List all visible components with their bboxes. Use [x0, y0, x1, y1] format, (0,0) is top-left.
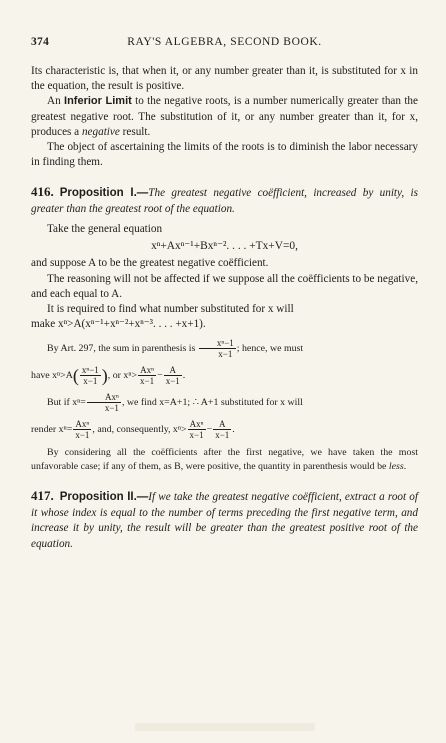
section-417-statement: If we take the greatest negative coëfficient, extract a root of it whose index is equal to the number of terms preceding the first negative term, and increase it by unity, the result will be greater than the greatest positive root of the equation. [31, 491, 419, 550]
fraction: $\frac{\text{Axⁿ}}{x-1}$ [189, 419, 204, 441]
page-number: 374 [31, 36, 50, 48]
section-417 [31, 488, 418, 552]
general-equation: xⁿ+Axⁿ⁻¹+Bxⁿ⁻². . . . +Tx+V=0, [151, 240, 298, 253]
page-header [31, 36, 418, 50]
but-line: But if xⁿ= $\frac{\text{Axⁿ}}{x-1}$ , we find x=A+1; ∴ A+1 substituted for x will [47, 392, 303, 414]
faded-bleed-through-text [135, 723, 315, 731]
suppose-text: and suppose A to be the greatest negative coëfficient. [31, 257, 269, 270]
required-text-line2: make xⁿ>A(xⁿ⁻¹+xⁿ⁻²+xⁿ⁻³. . . . +x+1). [31, 318, 206, 331]
term-inferior-limit: Inferior Limit [64, 95, 132, 108]
section-416-statement: The greatest negative coëfficient, increased by unity, is greater than the greatest root of the equation. [31, 187, 418, 215]
by-art-line: By Art. 297, the sum in parenthesis is $\frac{\text{xⁿ−1}}{x-1}$ ; hence, we must [47, 338, 304, 360]
paragraph-superior-limit: Its characteristic is, that when it, or any number greater than it, is substituted for x in the equation, the result is positive. [31, 65, 418, 93]
fraction: $\frac{\text{Axⁿ}}{x-1}$ [75, 419, 90, 441]
running-title: RAY'S ALGEBRA, SECOND BOOK. [127, 36, 322, 48]
have-line: have xⁿ>A( $\frac{\text{xⁿ−1}}{x-1}$ ), or xⁿ> $\frac{\text{Axⁿ}}{x-1}$ − $\frac{A}{x-1}$ . [31, 365, 186, 387]
page-body [31, 64, 418, 552]
fraction: $\frac{\text{Axⁿ}}{x-1}$ [140, 365, 155, 387]
take-equation-text: Take the general equation [47, 223, 163, 236]
section-416-title: Proposition I.— [59, 187, 149, 200]
section-417-title: Proposition II.— [59, 491, 149, 504]
required-text-line1: It is required to find what number substituted for x will [47, 303, 294, 316]
section-416-number: 416. [31, 184, 54, 200]
fraction: $\frac{\text{Axⁿ}}{x-1}$ [87, 392, 121, 413]
section-416 [31, 184, 418, 217]
fraction: $\frac{A}{x-1}$ [165, 365, 180, 387]
section-417-number: 417. [31, 488, 54, 504]
fraction: $\frac{\text{xⁿ−1}}{x-1}$ [199, 338, 236, 359]
considering-text: By considering all the coëfficients after the first negative, we have taken the most unfavorable case; if any of them, as B, were positive, the quantity in parenthesis would be less. [31, 447, 418, 473]
render-line: render xⁿ= $\frac{\text{Axⁿ}}{x-1}$ , and, consequently, xⁿ> $\frac{\text{Axⁿ}}{x-1}$ − $\frac{A}{x-1}$ . [31, 419, 235, 441]
reasoning-text: The reasoning will not be affected if we suppose all the coëfficients to be negative, and each equal to A. [31, 272, 418, 300]
paragraph-object: The object of ascertaining the limits of the roots is to diminish the labor necessary in finding them. [31, 141, 418, 169]
fraction: $\frac{\text{xⁿ−1}}{x-1}$ [81, 365, 99, 387]
fraction: $\frac{A}{x-1}$ [215, 419, 230, 441]
paragraph-inferior-limit: An Inferior Limit to the negative roots, is a number numerically greater than the greatest negative root. The substitution of it, or any number greater than it, for x, produces a negative result. [31, 95, 418, 138]
